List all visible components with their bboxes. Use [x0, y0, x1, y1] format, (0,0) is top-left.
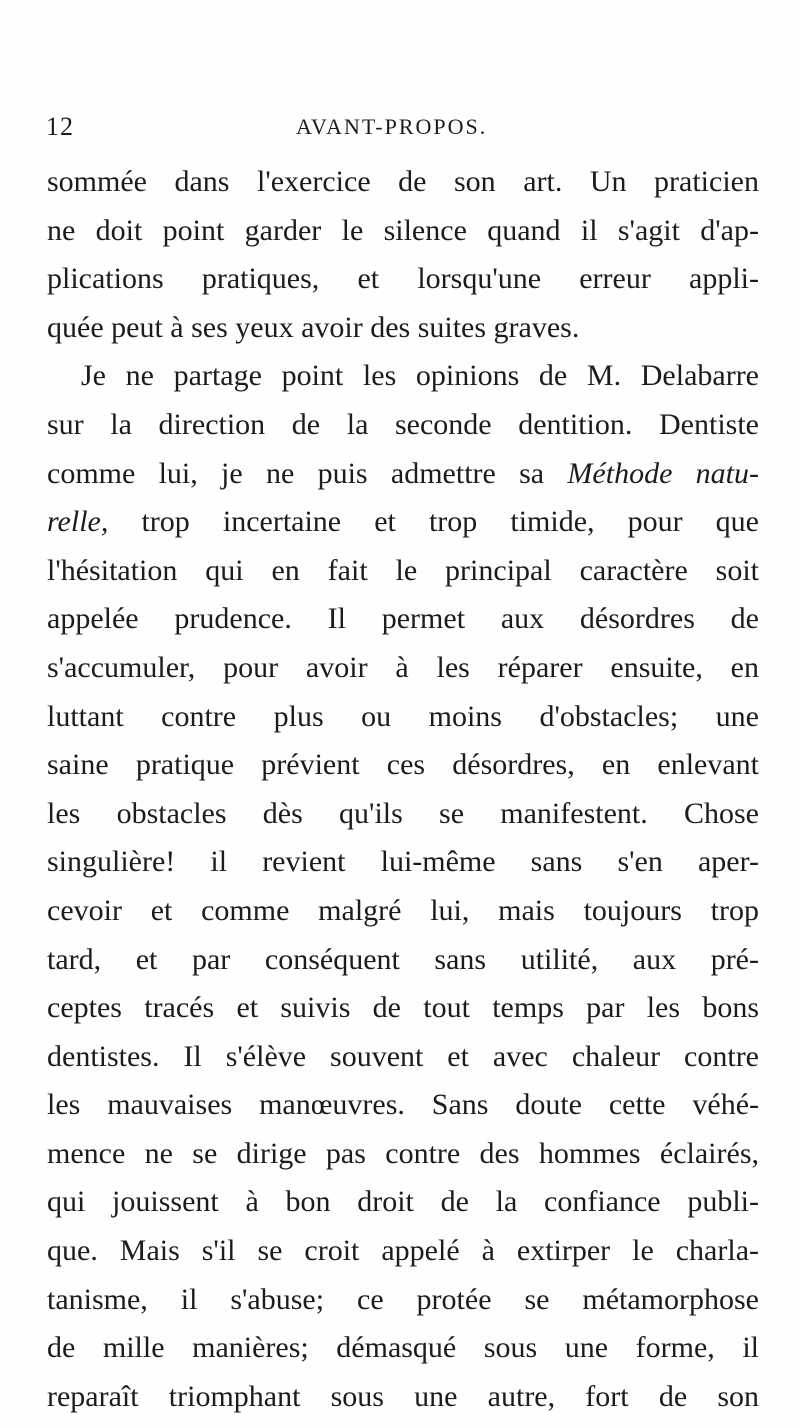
page-number: 12 — [46, 112, 74, 141]
text-line: que. Mais s'il se croit appelé à extirper le charla- — [47, 1234, 759, 1268]
body-text — [47, 158, 759, 1421]
italic-title: relle, — [47, 505, 109, 539]
paragraph-start-line: Je ne partage point les opinions de M. Delabarre — [81, 359, 759, 393]
text-line: dentistes. Il s'élève souvent et avec chaleur contre — [47, 1039, 759, 1073]
italic-title: Méthode natu- — [567, 456, 759, 490]
text-line: appelée prudence. Il permet aux désordres de — [47, 602, 759, 636]
text-span: trop incertaine et trop timide, pour que — [108, 505, 759, 539]
text-line: singulière! il revient lui-même sans s'en aper- — [47, 845, 759, 879]
text-line: l'hésitation qui en fait le principal caractère soit — [47, 553, 759, 587]
text-span: comme lui, je ne puis admettre sa — [47, 456, 568, 490]
text-line: ceptes tracés et suivis de tout temps par les bons — [47, 991, 759, 1025]
text-line: qui jouissent à bon droit de la confiance publi- — [47, 1185, 759, 1219]
text-line — [47, 450, 759, 499]
text-line: sur la direction de la seconde dentition. Dentiste — [47, 407, 759, 441]
page-header — [46, 112, 766, 148]
text-line: s'accumuler, pour avoir à les réparer ensuite, en — [47, 650, 759, 684]
text-line: de mille manières; démasqué sous une forme, il — [47, 1331, 759, 1365]
text-line: tard, et par conséquent sans utilité, aux pré- — [47, 942, 759, 976]
text-line: les obstacles dès qu'ils se manifestent. Chose — [47, 796, 759, 830]
text-line: cevoir et comme malgré lui, mais toujours trop — [47, 893, 759, 927]
text-line: sommée dans l'exercice de son art. Un praticien — [47, 165, 759, 198]
text-line: tanisme, il s'abuse; ce protée se métamorphose — [47, 1282, 759, 1316]
text-line — [47, 498, 759, 547]
text-line: les mauvaises manœuvres. Sans doute cette véhé- — [47, 1088, 759, 1122]
paragraph-end-line: quée peut à ses yeux avoir des suites graves. — [47, 310, 580, 344]
text-line: saine pratique prévient ces désordres, en enlevant — [47, 748, 759, 782]
text-line: reparaît triomphant sous une autre, fort de son — [47, 1379, 759, 1413]
text-line: ne doit point garder le silence quand il s'agit d'ap- — [47, 213, 759, 247]
text-line: luttant contre plus ou moins d'obstacles; une — [47, 699, 759, 733]
text-line: mence ne se dirige pas contre des hommes éclairés, — [47, 1136, 759, 1170]
text-line: plications pratiques, et lorsqu'une erreur appli- — [47, 262, 759, 296]
running-title: AVANT-PROPOS. — [296, 114, 488, 139]
